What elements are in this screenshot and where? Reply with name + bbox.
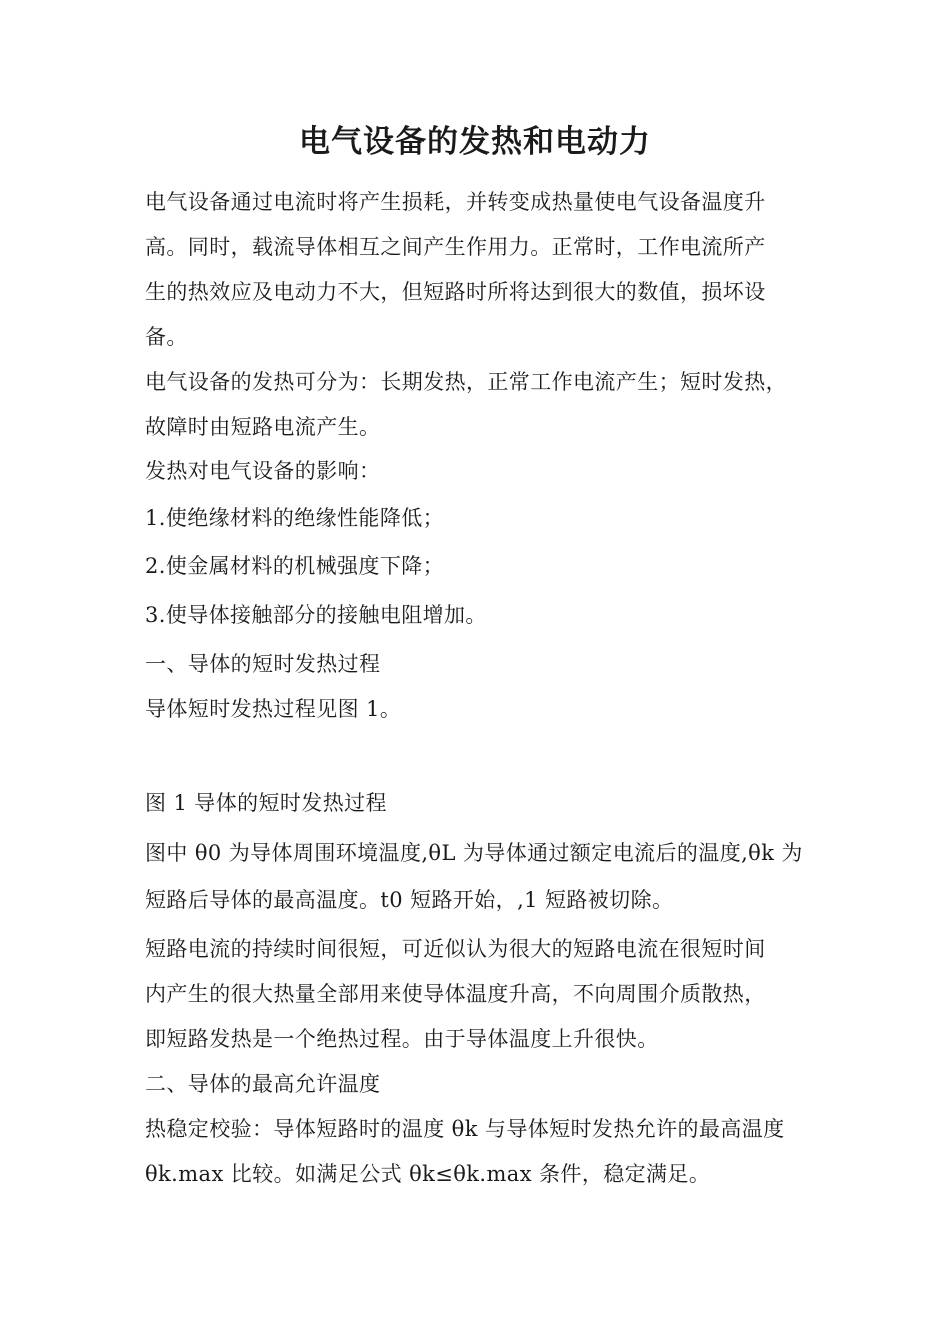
list-item: 3.使导体接触部分的接触电阻增加。 — [145, 603, 487, 627]
paragraph-line: 即短路发热是一个绝热过程。由于导体温度上升很快。 — [145, 1027, 659, 1051]
paragraph-line: θk.max 比较。如满足公式 θk≤θk.max 条件，稳定满足。 — [145, 1162, 711, 1186]
paragraph-line: 短路电流的持续时间很短，可近似认为很大的短路电流在很短时间 — [145, 937, 766, 961]
paragraph-line: 备。 — [145, 325, 188, 349]
section-heading: 二、导体的最高允许温度 — [145, 1072, 381, 1096]
paragraph-line: 图中 θ0 为导体周围环境温度,θL 为导体通过额定电流后的温度,θk 为 — [145, 841, 803, 865]
paragraph-line: 故障时由短路电流产生。 — [145, 415, 381, 439]
paragraph-line: 热稳定校验：导体短路时的温度 θk 与导体短时发热允许的最高温度 — [145, 1117, 785, 1141]
paragraph-line: 发热对电气设备的影响： — [145, 459, 381, 483]
figure-caption: 图 1 导体的短时发热过程 — [145, 791, 387, 815]
paragraph-line: 导体短时发热过程见图 1。 — [145, 697, 402, 721]
list-item: 1.使绝缘材料的绝缘性能降低； — [145, 506, 445, 530]
paragraph-line: 高。同时，载流导体相互之间产生作用力。正常时，工作电流所产 — [145, 235, 766, 259]
paragraph-line: 电气设备通过电流时将产生损耗，并转变成热量使电气设备温度升 — [145, 190, 766, 214]
paragraph-line: 内产生的很大热量全部用来使导体温度升高，不向周围介质散热， — [145, 982, 766, 1006]
paragraph-line: 短路后导体的最高温度。t0 短路开始，,1 短路被切除。 — [145, 888, 674, 912]
list-item: 2.使金属材料的机械强度下降； — [145, 554, 445, 578]
section-heading: 一、导体的短时发热过程 — [145, 652, 381, 676]
paragraph-line: 生的热效应及电动力不大，但短路时所将达到很大的数值，损坏设 — [145, 280, 766, 304]
document-title: 电气设备的发热和电动力 — [299, 124, 651, 160]
paragraph-line: 电气设备的发热可分为：长期发热，正常工作电流产生；短时发热， — [145, 370, 787, 394]
